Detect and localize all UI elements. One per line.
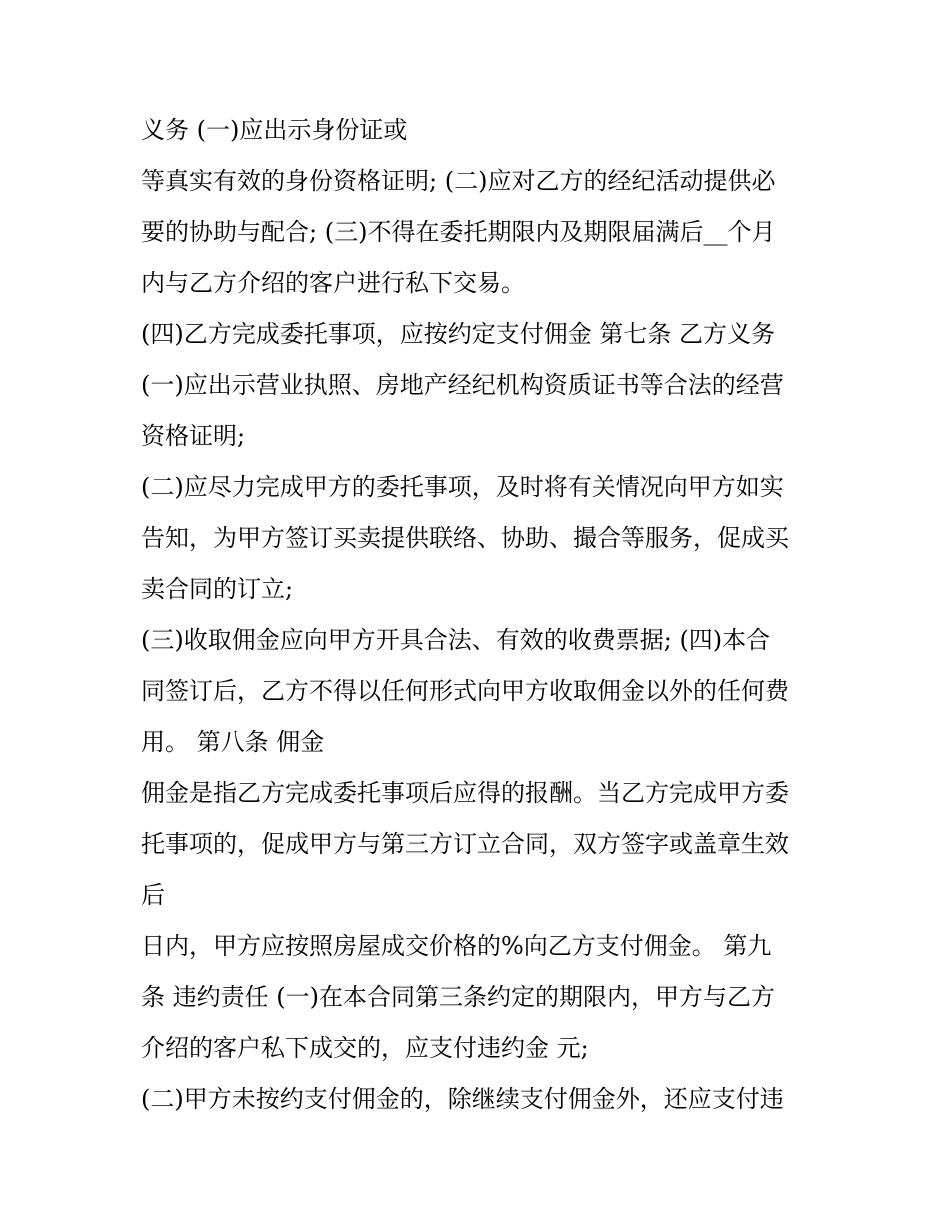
- text-line: (二)甲方未按约支付佣金的，除继续支付佣金外，还应支付违: [141, 1085, 784, 1113]
- text-line: 卖合同的订立;: [141, 575, 294, 603]
- text-line: (二)应尽力完成甲方的委托事项，及时将有关情况向甲方如实: [141, 473, 784, 501]
- text-line: 等真实有效的身份资格证明; (二)应对乙方的经纪活动提供必: [141, 167, 776, 195]
- text-line: 用。 第八条 佣金: [141, 728, 325, 756]
- text-line: 佣金是指乙方完成委托事项后应得的报酬。当乙方完成甲方委: [141, 779, 789, 807]
- text-line: 内与乙方介绍的客户进行私下交易。: [141, 269, 525, 297]
- text-line: 托事项的，促成甲方与第三方订立合同，双方签字或盖章生效: [141, 830, 789, 858]
- text-line: 告知，为甲方签订买卖提供联络、协助、撮合等服务，促成买: [141, 524, 789, 552]
- text-line: 日内，甲方应按照房屋成交价格的%向乙方支付佣金。 第九: [141, 932, 772, 960]
- text-line: (一)应出示营业执照、房地产经纪机构资质证书等合法的经营: [141, 371, 784, 399]
- text-line: 资格证明;: [141, 422, 246, 450]
- text-line: 条 违约责任 (一)在本合同第三条约定的期限内，甲方与乙方: [141, 983, 775, 1011]
- text-line: 介绍的客户私下成交的，应支付违约金 元;: [141, 1034, 589, 1062]
- text-line: (四)乙方完成委托事项，应按约定支付佣金 第七条 乙方义务: [141, 320, 775, 348]
- contract-text: [141, 110, 821, 1130]
- text-line: 义务 (一)应出示身份证或: [141, 116, 408, 144]
- text-line: 要的协助与配合; (三)不得在委托期限内及期限届满后__个月: [141, 218, 776, 246]
- text-line: 同签订后，乙方不得以任何形式向甲方收取佣金以外的任何费: [141, 677, 789, 705]
- text-line: (三)收取佣金应向甲方开具合法、有效的收费票据; (四)本合: [141, 626, 771, 654]
- text-line: 后: [141, 881, 165, 909]
